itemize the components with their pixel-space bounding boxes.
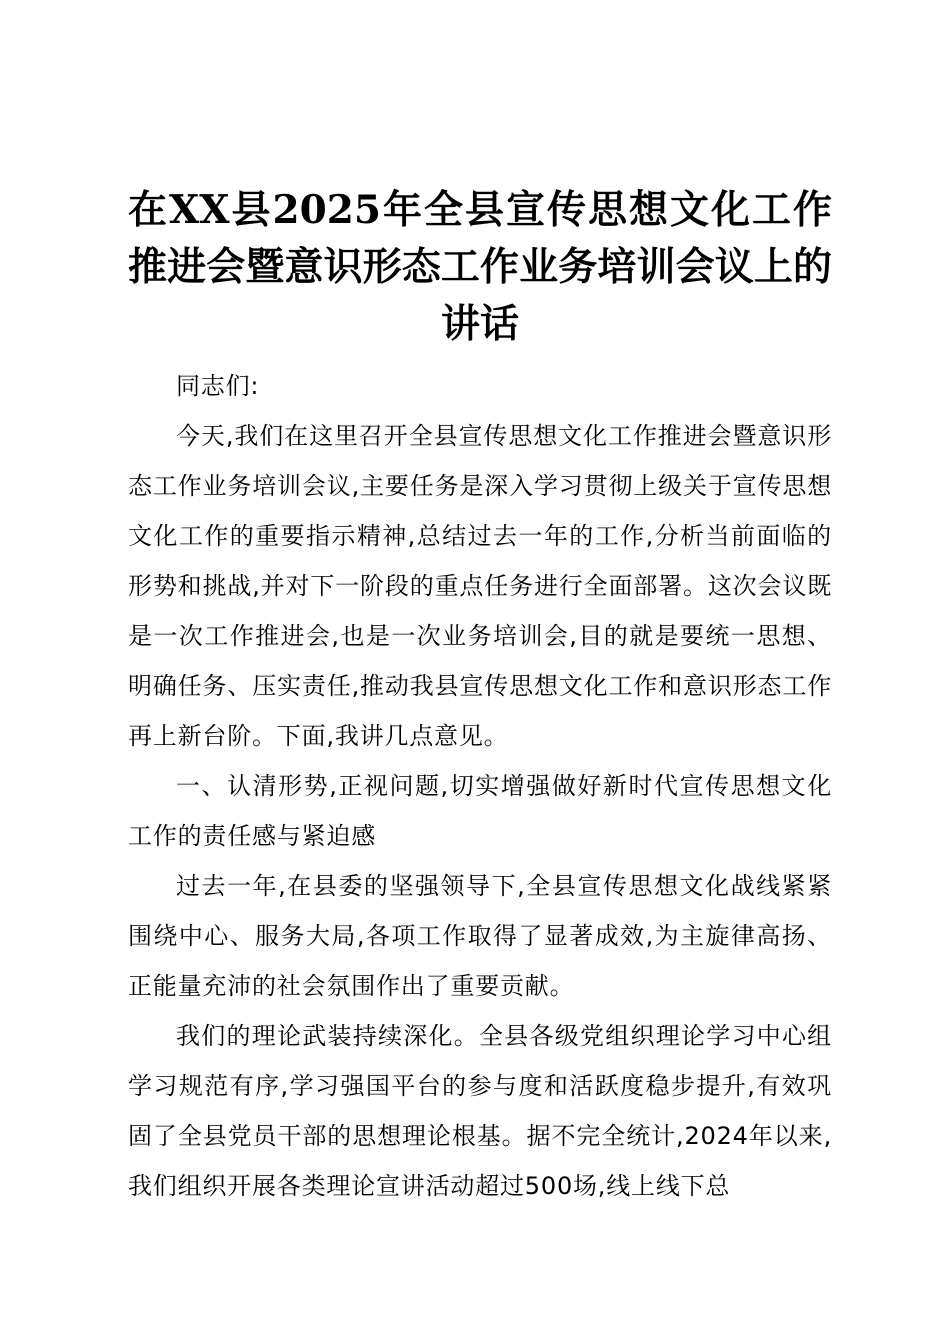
document-title: 在XX县2025年全县宣传思想文化工作推进会暨意识形态工作业务培训会议上的讲话 (128, 187, 832, 347)
document-page (128, 182, 832, 1211)
paragraph-theory: 我们的理论武装持续深化。全县各级党组织理论学习中心组学习规范有序,学习强国平台的参与度和活跃度稳步提升,有效巩固了全县党员干部的思想理论根基。据不完全统计,2024年以来,我们组织开展各类理论宣讲活动超过500场,线上线下总 (128, 1022, 832, 1200)
document-body (128, 361, 832, 1211)
paragraph-achievements: 过去一年,在县委的坚强领导下,全县宣传思想文化战线紧紧围绕中心、服务大局,各项工作取得了显著成效,为主旋律高扬、正能量充沛的社会氛围作出了重要贡献。 (128, 872, 832, 1000)
salutation: 同志们: (176, 372, 260, 400)
paragraph-intro: 今天,我们在这里召开全县宣传思想文化工作推进会暨意识形态工作业务培训会议,主要任务是深入学习贯彻上级关于宣传思想文化工作的重要指示精神,总结过去一年的工作,分析当前面临的形势和挑战,并对下一阶段的重点任务进行全面部署。这次会议既是一次工作推进会,也是一次业务培训会,目的就是要统一思想、明确任务、压实责任,推动我县宣传思想文化工作和意识形态工作再上新台阶。下面,我讲几点意见。 (128, 422, 832, 750)
section-heading-1: 一、认清形势,正视问题,切实增强做好新时代宣传思想文化工作的责任感与紧迫感 (128, 772, 832, 850)
